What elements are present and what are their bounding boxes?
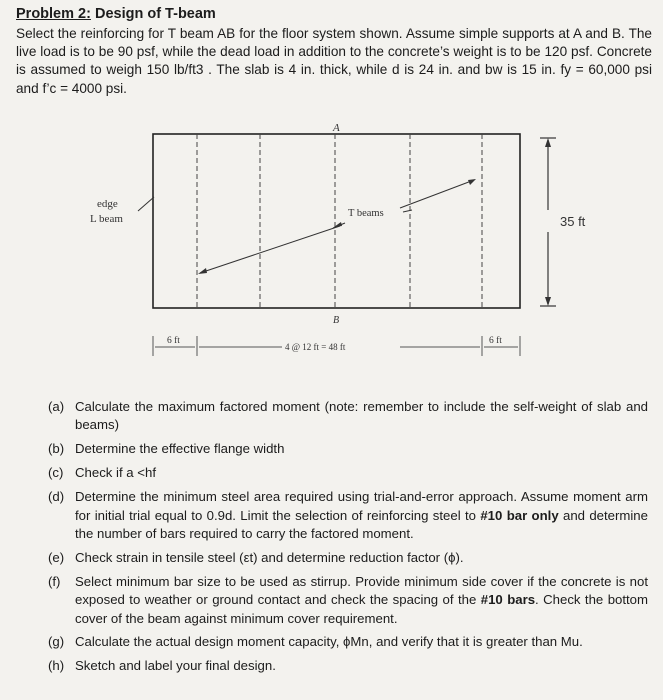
question-text: Determine the effective flange width bbox=[75, 441, 285, 457]
question-c bbox=[48, 464, 648, 482]
question-text: Select minimum bar size to be used as stirrup. Provide minimum side cover if the concrete is not exposed to weather or ground contact and check the spacing of the #10 bars. Check the bottom cover of the beam against minimum cover requirement. bbox=[75, 573, 649, 626]
question-h bbox=[48, 657, 648, 675]
question-text: Check strain in tensile steel (εt) and determine reduction factor (ϕ). bbox=[75, 549, 464, 565]
edge-beam-leader bbox=[138, 197, 154, 211]
right-overhang-label: 6 ft bbox=[489, 336, 502, 346]
problem-title bbox=[16, 6, 216, 22]
question-list bbox=[48, 398, 648, 681]
height-arrow-top bbox=[545, 138, 551, 147]
leader-arrowhead-left bbox=[198, 268, 207, 274]
height-dimension bbox=[540, 138, 556, 306]
question-text: Sketch and label your final design. bbox=[75, 658, 276, 674]
t-beams-label-arrow-2 bbox=[403, 210, 412, 212]
label-a: A bbox=[333, 122, 340, 134]
question-text: Calculate the maximum factored moment (note: remember to include the self-weight of slab and beams) bbox=[75, 399, 648, 433]
label-b: B bbox=[333, 315, 340, 326]
question-label: (f) bbox=[48, 573, 61, 589]
question-b bbox=[48, 440, 648, 458]
question-label: (e) bbox=[48, 549, 65, 565]
t-beams-leader-upper bbox=[400, 180, 474, 208]
question-label: (d) bbox=[48, 489, 65, 505]
question-text: Check if a <hf bbox=[75, 465, 156, 481]
problem-number: Problem 2: bbox=[16, 6, 91, 22]
question-d bbox=[48, 488, 648, 543]
edge-beam-label-line1: edge bbox=[97, 198, 118, 210]
slab-outline bbox=[153, 134, 520, 308]
edge-beam-label-line2: L beam bbox=[90, 213, 123, 225]
floor-plan-figure bbox=[0, 110, 663, 360]
t-beam-lines bbox=[197, 134, 482, 308]
question-g bbox=[48, 633, 648, 651]
height-dimension-label: 35 ft bbox=[560, 214, 586, 229]
question-label: (g) bbox=[48, 634, 65, 650]
question-label: (h) bbox=[48, 658, 65, 674]
span-dimension-label: 4 @ 12 ft = 48 ft bbox=[285, 342, 346, 352]
t-beams-label: T beams bbox=[348, 208, 384, 219]
question-e bbox=[48, 549, 648, 567]
question-label: (a) bbox=[48, 399, 65, 414]
question-label: (b) bbox=[48, 441, 65, 457]
left-overhang-label: 6 ft bbox=[167, 336, 180, 346]
t-beams-leader-lower bbox=[200, 226, 340, 273]
question-text: Calculate the actual design moment capacity, ϕMn, and verify that it is greater than Mu. bbox=[75, 634, 583, 650]
problem-statement: Select the reinforcing for T beam AB for the floor system shown. Assume simple supports at A and B. The live load is to be 90 psf, while the dead load in addition to the concrete’s weight is to be 120 psf. Concrete is assumed to weigh 150 lb/ft3 . The slab is 4 in. thick, while d is 24 in. and bw is 15 in. fy = 60,000 psi and f’c = 4000 psi. bbox=[16, 26, 652, 96]
problem-name: Design of T-beam bbox=[94, 6, 216, 22]
question-text: Determine the minimum steel area required using trial-and-error approach. Assume moment arm for initial trial equal to 0.9d. Limit the selection of reinforcing steel to #10 bar only and determine the number of bars required to carry the factored moment. bbox=[75, 489, 648, 541]
question-label: (c) bbox=[48, 465, 64, 481]
question-a bbox=[48, 398, 648, 435]
height-arrow-bottom bbox=[545, 297, 551, 306]
question-f bbox=[48, 573, 648, 628]
leader-arrowhead-right bbox=[468, 179, 476, 185]
